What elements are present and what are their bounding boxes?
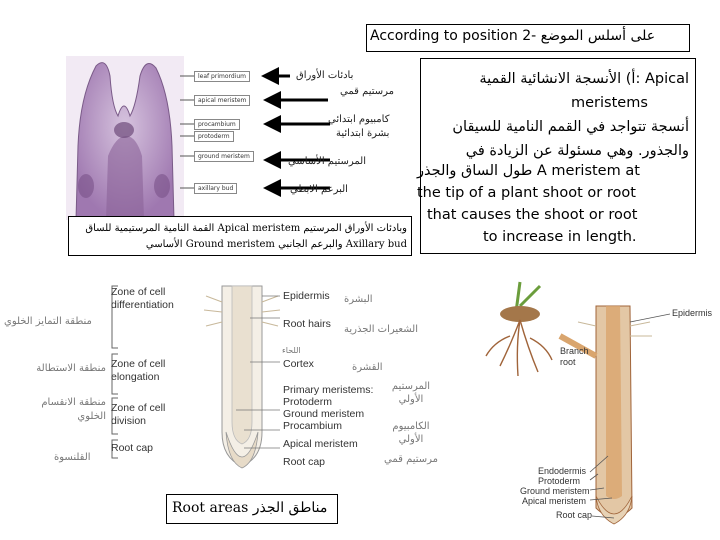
arabic-procambium: الكامبيوم الأولي (392, 421, 430, 445)
photo-epidermis: Epidermis (672, 308, 713, 318)
zone-division-label: Zone of cell division (111, 402, 166, 427)
label-apical-meristem: apical meristem (194, 95, 250, 106)
label-protoderm: protoderm (194, 131, 234, 142)
zone-differentiation-label: Zone of cell differentiation (111, 286, 174, 311)
section-title: According to position على أسلس الموضع -2 (370, 28, 656, 44)
arabic-protoderm: بشرة ابتدائية (336, 128, 390, 139)
arabic-procambium: كامبيوم ابتدائي (328, 114, 390, 125)
apical-line-5: طول الساق والجذر A meristem at (417, 163, 640, 179)
label-phloem-arabic: اللحاء (282, 346, 301, 355)
arabic-apical-meristem: مرستيم قمي (340, 86, 395, 97)
label-root-hairs: Root hairs (283, 318, 331, 330)
caption-line-1: القمة النامية المرستيمية للساق Apical meristem وبادئات الأوراق المرستيم (85, 223, 407, 234)
apical-line-6: the tip of a plant shoot or root (417, 185, 636, 201)
caption-line-2: الأساسي Ground meristem والبرعم الجانبي Axillary bud (145, 239, 407, 250)
label-procambium: procambium (194, 119, 240, 130)
shoot-apex-micrograph (66, 56, 184, 220)
label-cortex: Cortex (283, 358, 314, 370)
apical-description-box (417, 58, 696, 254)
apical-line-3: أنسجة تتواجد في القمم النامية للسيقان (452, 119, 689, 135)
apical-line-2: meristems (571, 95, 648, 111)
zone-division-arabic: منطقة الانقسام الخلوي (41, 397, 106, 422)
apical-line-8: to increase in length. (483, 229, 637, 245)
photo-apical-meristem: Apical meristem (522, 496, 587, 506)
arabic-ground-meristem: المرستيم الأساسي (288, 156, 366, 167)
label-leaf-primordium: leaf primordium (194, 71, 250, 82)
label-protoderm: Protoderm (283, 396, 333, 408)
zone-rootcap-label: Root cap (111, 442, 154, 454)
arabic-cortex: القشرة (352, 362, 383, 373)
photo-protoderm: Protoderm (538, 476, 581, 486)
label-procambium: Procambium (283, 420, 342, 432)
photo-ground-meristem: Ground meristem (520, 486, 590, 496)
zone-elongation-arabic: منطقة الاستطالة (36, 363, 106, 374)
arabic-axillary-bud: البرعم الابطي (290, 184, 348, 195)
label-root-cap-center: Root cap (283, 456, 326, 468)
apical-line-7: that causes the shoot or root (427, 207, 638, 223)
arabic-apical-meristem: مرستيم قمي (384, 454, 439, 465)
root-areas-label: Root areas مناطق الجذر (172, 500, 328, 516)
label-primary-meristems: Primary meristems: (283, 384, 374, 396)
label-apical-meristem-root: Apical meristem (283, 438, 358, 450)
arabic-epidermis: البشرة (344, 294, 373, 305)
photo-root-cap: Root cap (556, 510, 593, 520)
label-epidermis: Epidermis (283, 290, 330, 302)
label-ground-meristem: ground meristem (194, 151, 254, 162)
arabic-primary-meristem: المرستيم الأولي (391, 381, 431, 405)
zone-elongation-label: Zone of cell elongation (111, 358, 166, 383)
zone-differentiation-arabic: منطقة التمايز الخلوي (4, 316, 92, 327)
photo-endodermis: Endodermis (538, 466, 587, 476)
arabic-root-hairs: الشعيرات الجذرية (344, 324, 418, 335)
zone-rootcap-arabic: القلنسوة (54, 452, 91, 463)
photo-branch-root: Branch root (560, 346, 589, 367)
label-axillary-bud: axillary bud (194, 183, 237, 194)
shoot-caption-box (68, 216, 412, 256)
label-ground-meristem: Ground meristem (283, 408, 365, 420)
arabic-leaf-primordium: بادئات الأوراق (296, 70, 354, 81)
apical-line-1: أ) الأنسجة الانشائية القمية: Apical (479, 71, 689, 87)
apical-line-4: والجذور. وهي مسئولة عن الزيادة في (465, 143, 689, 159)
